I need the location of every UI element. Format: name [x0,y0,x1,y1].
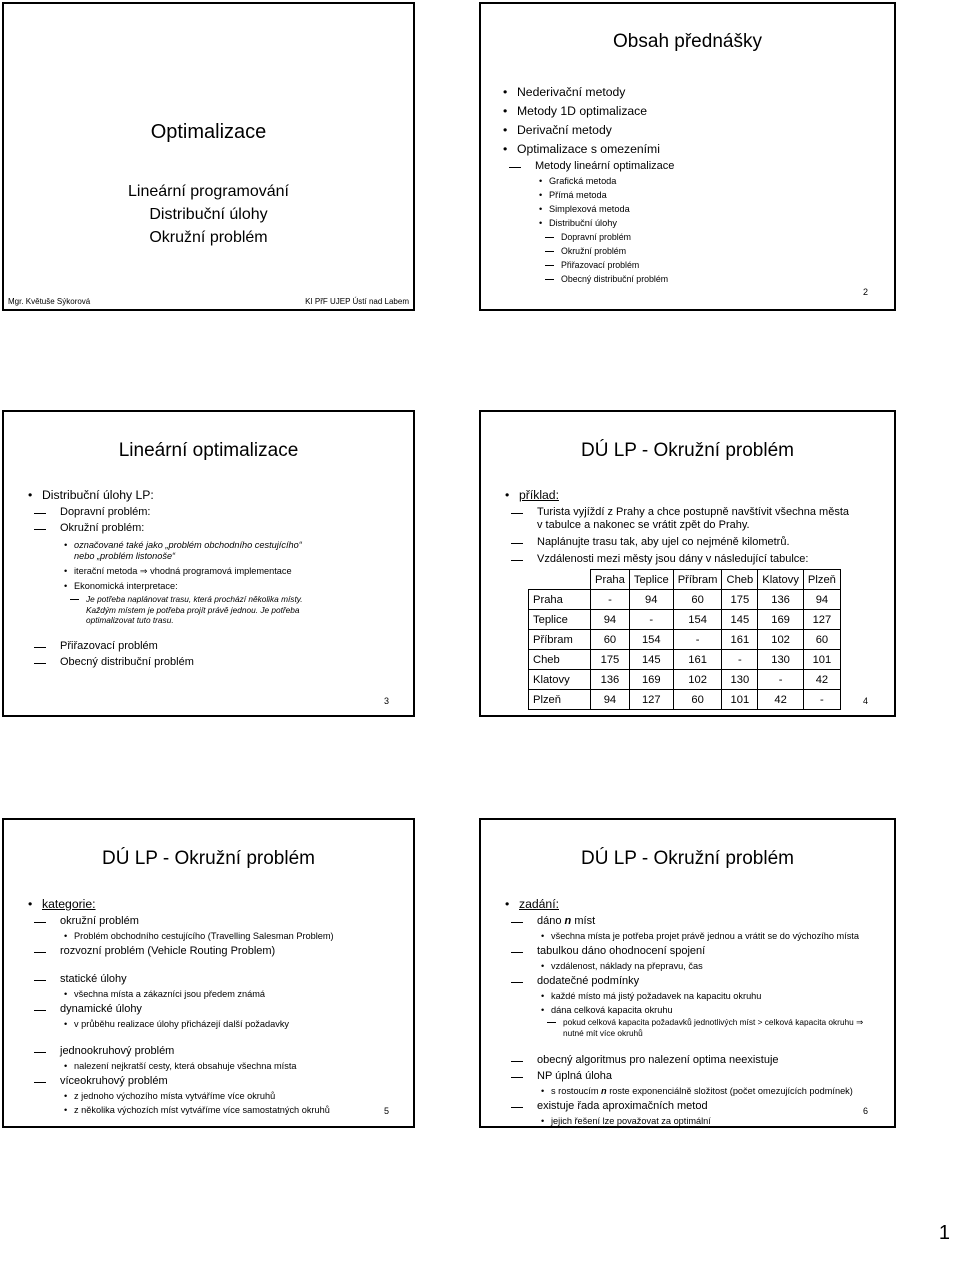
table-cell: - [758,670,804,690]
list-item: • všechna místa a zákazníci jsou předem známá [26,988,411,1000]
slide-3 [2,410,415,717]
slide-4-title: DÚ LP - Okružní problém [581,440,794,461]
table-cell: 42 [803,670,840,690]
table-row [529,610,841,630]
table-cell: 94 [803,590,840,610]
row-header: Praha [529,590,591,610]
slide-5-title: DÚ LP - Okružní problém [102,848,315,869]
slide-6 [479,818,896,1128]
table-cell: 130 [722,670,758,690]
table-cell: - [722,650,758,670]
text-segment: s rostoucím [551,1086,599,1096]
distance-table [528,569,841,710]
slide-2 [479,2,896,311]
slide-5-content [26,894,411,1116]
table-cell: - [629,610,673,630]
subtitle-line: Distribuční úlohy [149,206,268,223]
table-cell: 175 [722,590,758,610]
list-item: • Problém obchodního cestujícího (Travelling Salesman Problem) [26,930,411,942]
table-cell: 136 [591,670,630,690]
list-item: rozvozní problém (Vehicle Routing Problem) [26,945,411,958]
subtitle-line: Okružní problém [149,229,268,246]
list-item: jednookruhový problém [26,1045,411,1058]
list-item: Přiřazovací problém [501,260,891,271]
table-cell: 161 [673,650,722,670]
table-cell: 161 [722,630,758,650]
list-item: Metody lineární optimalizace [501,160,891,173]
column-header: Klatovy [758,570,804,590]
list-item: Dopravní problém: [26,506,396,519]
text-segment: roste exponenciálně složitost (počet omezujících podmínek) [609,1086,853,1096]
list-item: tabulkou dáno ohodnocení spojení [503,945,895,958]
table-cell: 42 [758,690,804,710]
footer-author: Mgr. Květuše Sýkorová [8,297,91,306]
list-item: obecný algoritmus pro nalezení optima neexistuje [503,1054,895,1067]
slide-5 [2,818,415,1128]
list-item: • vzdálenost, náklady na přepravu, čas [503,960,895,972]
slide-3-title: Lineární optimalizace [118,440,299,461]
table-cell: 127 [629,690,673,710]
list-item: Obecný distribuční problém [26,656,396,669]
column-header: Praha [591,570,630,590]
list-item: okružní problém [26,915,411,928]
table-row [529,630,841,650]
list-item: • Distribuční úlohy LP: [26,488,396,503]
list-item [503,1085,895,1097]
page-number: 3 [383,696,389,706]
table-cell: - [591,590,630,610]
list-item: • označované také jako „problém obchodního cestujícího“ nebo „problém listonoše“ [26,540,316,562]
list-item: dodatečné podmínky [503,975,895,988]
table-row [529,670,841,690]
list-item: • Grafická metoda [501,175,891,187]
list-item: • Derivační metody [501,123,891,138]
list-item: Turista vyjíždí z Prahy a chce postupně navštívit všechna města v tabulce a nakonec se vrátit zpět do Prahy. [503,506,853,532]
table-cell: 101 [803,650,840,670]
list-item: • každé místo má jistý požadavek na kapacitu okruhu [503,990,895,1002]
table-cell: 94 [591,690,630,710]
list-item: pokud celková kapacita požadavků jednotlivých míst > celková kapacita okruhu ⇒ nutné mít více okruhů [503,1017,878,1039]
column-header: Plzeň [803,570,840,590]
table-cell: 154 [673,610,722,630]
list-item: • dána celková kapacita okruhu [503,1004,895,1016]
list-item: NP úplná úloha [503,1070,895,1083]
column-header: Cheb [722,570,758,590]
list-item: dynamické úlohy [26,1003,411,1016]
slide-6-content [503,894,895,1127]
table-cell: 145 [722,610,758,630]
column-header: Příbram [673,570,722,590]
list-item: Okružní problém [501,246,891,257]
slide-4-content [503,485,883,566]
row-header: Cheb [529,650,591,670]
variable-n: n [564,915,572,927]
table-cell: 60 [803,630,840,650]
table-row [529,690,841,710]
table-header-row [529,570,841,590]
subtitle-line: Lineární programování [128,183,289,200]
list-item: Okružní problém: [26,522,396,535]
list-item: Je potřeba naplánovat trasu, která prochází několika místy. Každým místem je potřeba projít právě jednou. Je potřeba optimalizovat tuto trasu. [26,594,331,626]
table-row [529,650,841,670]
list-item: • jejich řešení lze považovat za optimální [503,1115,895,1127]
table-cell: 145 [629,650,673,670]
table-cell: - [673,630,722,650]
table-cell: 154 [629,630,673,650]
list-item: existuje řada aproximačních metod [503,1100,895,1113]
slide-1 [2,2,415,311]
page-number: 6 [862,1106,868,1116]
list-item: • zadání: [503,897,895,912]
list-item: • iterační metoda ⇒ vhodná programová implementace [26,565,396,577]
list-item: • příklad: [503,488,883,503]
table-cell: 60 [673,590,722,610]
list-item: • z jednoho výchozího místa vytváříme více okruhů [26,1090,411,1102]
row-header: Plzeň [529,690,591,710]
variable-n: n [601,1086,607,1096]
page-number: 4 [862,696,868,706]
slide-1-subtitles [4,180,413,249]
slide-2-content [501,82,891,285]
sheet-page-number: 1 [938,1222,950,1244]
table-cell: 169 [758,610,804,630]
table-cell: 60 [673,690,722,710]
table-cell: 169 [629,670,673,690]
table-cell: 94 [591,610,630,630]
list-item: • Přímá metoda [501,189,891,201]
footer-institution: KI PřF UJEP Ústí nad Labem [305,297,409,306]
list-item [503,915,895,928]
list-item: • Metody 1D optimalizace [501,104,891,119]
table-cell: - [803,690,840,710]
row-header: Klatovy [529,670,591,690]
list-item: • v průběhu realizace úlohy přicházejí další požadavky [26,1018,411,1030]
list-item: Naplánujte trasu tak, aby ujel co nejméně kilometrů. [503,536,883,549]
slide-6-title: DÚ LP - Okružní problém [581,848,794,869]
list-item: Obecný distribuční problém [501,274,891,285]
list-item: • Distribuční úlohy [501,217,891,229]
list-item: Přiřazovací problém [26,640,396,653]
slide-1-title: Optimalizace [150,121,267,143]
list-item: statické úlohy [26,973,411,986]
slide-2-title: Obsah přednášky [613,31,762,52]
list-item: • Simplexová metoda [501,203,891,215]
list-item: víceokruhový problém [26,1075,411,1088]
table-row [529,590,841,610]
list-item: Vzdálenosti mezi městy jsou dány v následující tabulce: [503,553,883,566]
table-cell: 101 [722,690,758,710]
list-item: • Nederivační metody [501,85,891,100]
list-item: • Optimalizace s omezeními [501,142,891,157]
table-cell: 130 [758,650,804,670]
column-header: Teplice [629,570,673,590]
list-item: • Ekonomická interpretace: [26,580,396,592]
list-item: • kategorie: [26,897,411,912]
text-segment: dáno [537,915,562,927]
table-cell: 102 [673,670,722,690]
table-cell: 94 [629,590,673,610]
slide-4 [479,410,896,717]
list-item: • z několika výchozích míst vytváříme více samostatných okruhů [26,1104,411,1116]
table-cell: 127 [803,610,840,630]
list-item: • všechna místa je potřeba projet právě jednou a vrátit se do výchozího místa [503,930,895,942]
table-cell: 175 [591,650,630,670]
table-cell: 102 [758,630,804,650]
table-cell: 136 [758,590,804,610]
table-cell: 60 [591,630,630,650]
text-segment: míst [574,915,596,927]
page-number: 5 [383,1106,389,1116]
row-header: Teplice [529,610,591,630]
slide-3-content [26,485,396,669]
page-number: 2 [862,287,868,297]
list-item: • nalezení nejkratší cesty, která obsahuje všechna místa [26,1060,411,1072]
row-header: Příbram [529,630,591,650]
list-item: Dopravní problém [501,232,891,243]
